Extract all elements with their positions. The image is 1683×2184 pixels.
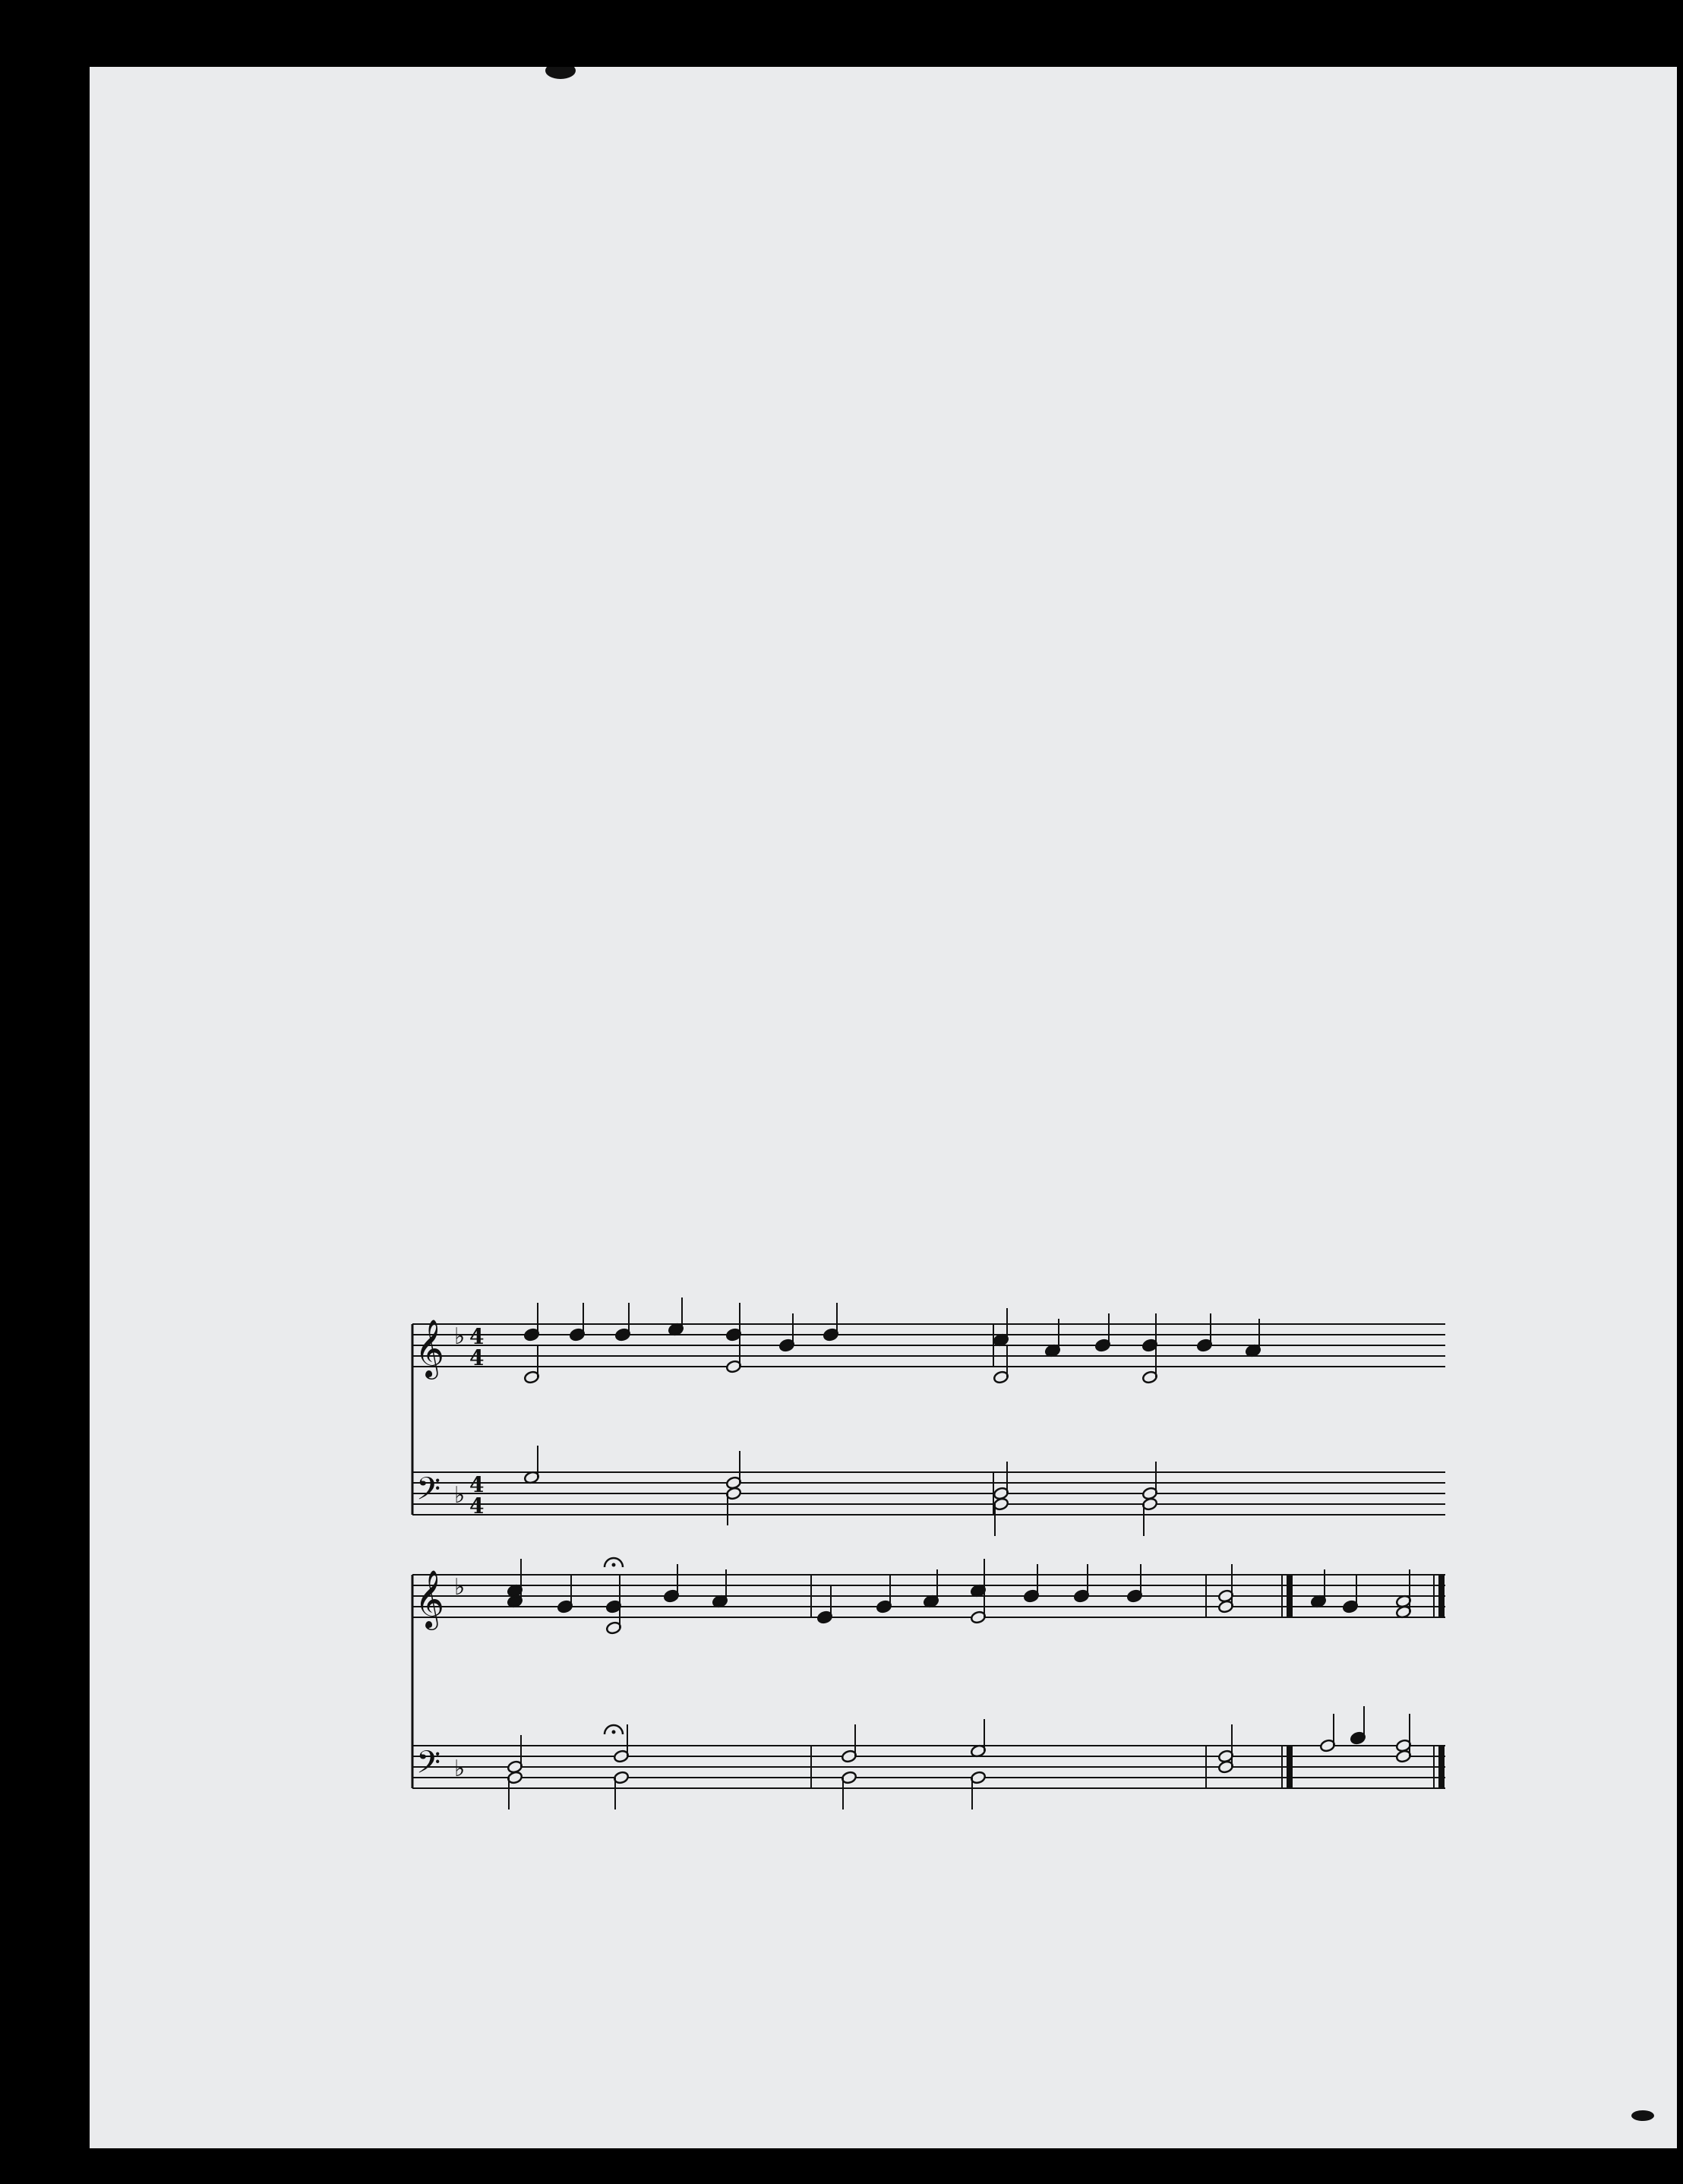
bass-clef-icon: 𝄢 (416, 1471, 441, 1515)
time-signature: 4 (469, 1345, 485, 1370)
time-signature: 4 (469, 1324, 485, 1349)
music-system-2 (317, 1518, 1457, 1837)
time-signature: 4 (469, 1472, 485, 1497)
flat-key-signature-icon: ♭ (454, 1323, 466, 1350)
page (90, 67, 1677, 2148)
double-bar-line (1287, 1575, 1293, 1617)
time-signature: 4 (469, 1493, 485, 1519)
treble-clef-icon: 𝄞 (415, 1319, 445, 1377)
scan-speck (1631, 2110, 1654, 2121)
fermata-dot (612, 1563, 616, 1567)
double-bar-line (1438, 1575, 1445, 1617)
hymn-lyrics-line-2 (317, 1624, 1457, 1647)
flat-key-signature-icon: ♭ (454, 1756, 466, 1782)
music-system-1 (317, 1252, 1457, 1548)
hymn-lyrics-line-1 (317, 1358, 1457, 1381)
bass-clef-icon: 𝄢 (416, 1744, 441, 1788)
flat-key-signature-icon: ♭ (454, 1574, 466, 1601)
double-bar-line (1438, 1746, 1445, 1788)
scan-speck (545, 67, 576, 79)
double-bar-line (1287, 1746, 1293, 1788)
treble-clef-icon: 𝄞 (415, 1569, 445, 1628)
fermata-dot (612, 1730, 616, 1734)
flat-key-signature-icon: ♭ (454, 1482, 466, 1509)
